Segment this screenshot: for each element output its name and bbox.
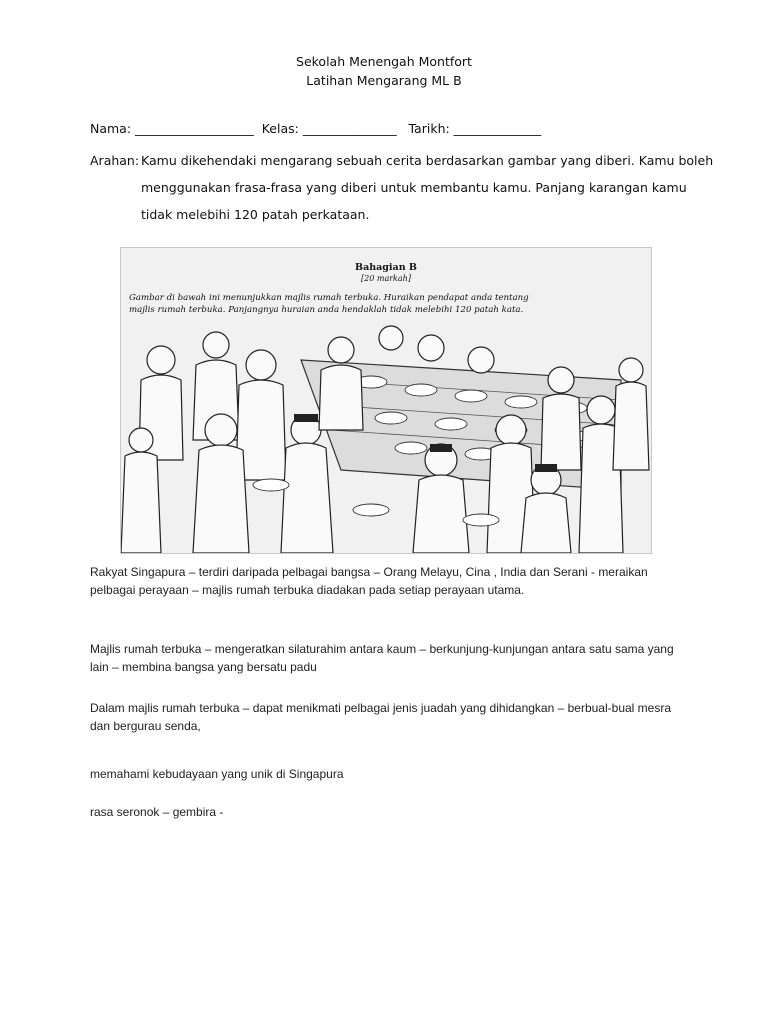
crowd-drawing	[121, 320, 651, 553]
figure-marks: [20 markah]	[361, 274, 411, 283]
school-name: Sekolah Menengah Montfort	[296, 54, 472, 69]
instruction-line-1: Kamu dikehendaki mengarang sebuah cerita berdasarkan gambar yang diberi. Kamu boleh	[141, 153, 714, 168]
note-paragraph-2: Majlis rumah terbuka – mengeratkan silaturahim antara kaum – berkunjung-kunjungan antara satu sama yang lain – membina bangsa yang bersatu padu	[90, 642, 674, 674]
figure-section-title: Bahagian B	[355, 262, 417, 273]
figure-instruction-line-2: majlis rumah terbuka. Panjangnya huraian anda hendaklah tidak melebihi 120 patah kata.	[129, 305, 524, 315]
note-paragraph-1: Rakyat Singapura – terdiri daripada pelbagai bangsa – Orang Melayu, Cina , India dan Serani - meraikan pelbagai perayaan – majlis rumah terbuka diadakan pada setiap perayaan utama.	[90, 565, 648, 597]
instructions-label: Arahan:	[90, 153, 140, 168]
note-paragraph-3: Dalam majlis rumah terbuka – dapat menikmati pelbagai jenis juadah yang dihidangkan – berbual-bual mesra dan bergurau senda,	[90, 701, 672, 733]
figure-instruction-line-1: Gambar di bawah ini menunjukkan majlis rumah terbuka. Huraikan pendapat anda tentang	[129, 293, 529, 303]
student-info-line: Nama: ___________________ Kelas: _______________ Tarikh: ______________	[90, 121, 542, 136]
instruction-line-2: menggunakan frasa-frasa yang diberi untuk membantu kamu. Panjang karangan kamu	[141, 180, 687, 195]
instruction-line-3: tidak melebihi 120 patah perkataan.	[141, 207, 370, 222]
note-paragraph-5: rasa seronok – gembira -	[90, 805, 224, 819]
note-paragraph-4: memahami kebudayaan yang unik di Singapura	[90, 767, 344, 781]
open-house-illustration	[120, 247, 652, 554]
worksheet-title: Latihan Mengarang ML B	[306, 73, 462, 88]
figure-instruction	[129, 292, 641, 316]
